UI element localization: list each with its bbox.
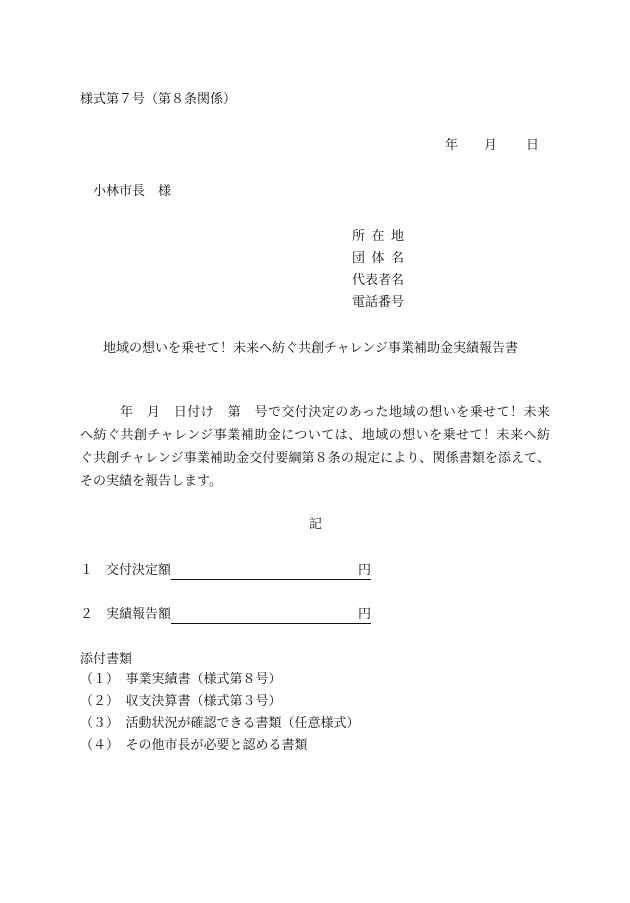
grant-decision-amount-label: 交付決定額 (106, 563, 172, 578)
document-title: 地域の想いを乗せて！未来へ紡ぐ共創チャレンジ事業補助金実績報告書 (103, 341, 518, 356)
address-label: 所 在 地 (352, 229, 404, 244)
phone-number-label: 電話番号 (352, 295, 405, 310)
body-line-1: 年 月 日付け 第 号で交付決定のあった地域の想いを乗せて！未来 (120, 405, 550, 420)
applicant-info-block (352, 229, 412, 317)
addressee: 小林市長 様 (93, 184, 172, 199)
date-month-label: 月 (484, 138, 498, 153)
attachment-item: （１） 事業実績書（様式第８号） (80, 672, 282, 687)
item-number: ２ (80, 607, 94, 622)
grant-decision-amount-blank (171, 563, 358, 580)
date-day-label: 日 (526, 138, 540, 153)
attachment-item: （２） 収支決算書（様式第３号） (80, 694, 282, 709)
date-year-label: 年 (445, 138, 459, 153)
item-number: １ (80, 563, 94, 578)
grant-decision-amount-row (80, 563, 371, 581)
yen-unit: 円 (358, 563, 372, 578)
body-line-4: その実績を報告します。 (80, 474, 222, 489)
form-number: 様式第７号（第８条関係） (80, 92, 237, 107)
body-paragraph (80, 405, 550, 497)
attachments-heading: 添付書類 (80, 652, 133, 667)
representative-name-label: 代表者名 (352, 273, 405, 288)
yen-unit: 円 (358, 607, 372, 622)
body-line-2: へ紡ぐ共創チャレンジ事業補助金については、地域の想いを乗せて！未来へ紡 (80, 428, 550, 443)
actual-report-amount-label: 実績報告額 (106, 607, 172, 622)
actual-report-amount-blank (171, 607, 358, 624)
attachment-item: （４） その他市長が必要と認める書類 (80, 738, 308, 753)
body-line-3: ぐ共創チャレンジ事業補助金交付要綱第８条の規定により、関係書類を添えて、 (80, 451, 550, 466)
attachment-item: （３） 活動状況が確認できる書類（任意様式） (80, 716, 360, 731)
organization-name-label: 団 体 名 (352, 251, 404, 266)
actual-report-amount-row (80, 607, 371, 625)
attachments-list (80, 672, 360, 760)
ki-heading: 記 (309, 517, 323, 532)
